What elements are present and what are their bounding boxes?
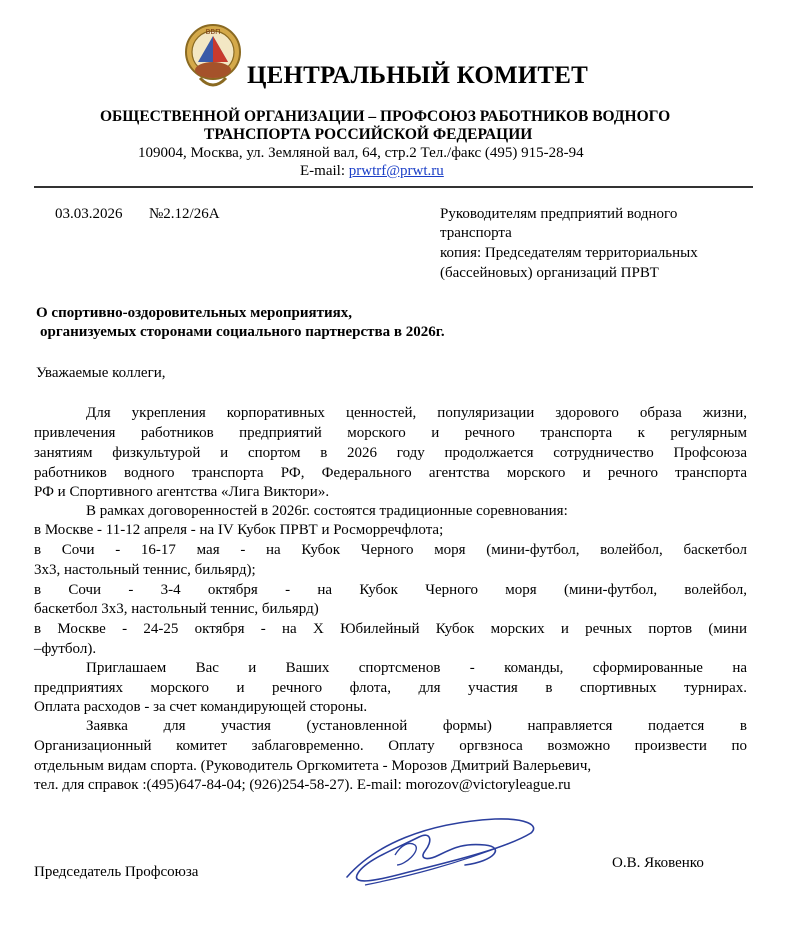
event-line: в Москве - 24-25 октября - на Х Юбилейный Кубок морских и речных портов (мини — [34, 621, 747, 637]
body-p1-line: работников водного транспорта РФ, Федерального агентства морского и речного транспорта — [34, 465, 747, 481]
signature-name: О.В. Яковенко — [612, 855, 704, 871]
header-address: 109004, Москва, ул. Земляной вал, 64, стр.2 Тел./факс (495) 915-28-94 — [138, 145, 584, 161]
event-line: 3х3, настольный теннис, бильярд); — [34, 562, 256, 578]
header-org-line2: ТРАНСПОРТА РОССИЙСКОЙ ФЕДЕРАЦИИ — [204, 126, 533, 143]
document-number: №2.12/26А — [149, 206, 220, 222]
subject-line2: организуемых сторонами социального партнерства в 2026г. — [40, 324, 445, 340]
handwritten-signature-icon — [335, 815, 545, 895]
subject-line1: О спортивно-оздоровительных мероприятиях, — [36, 305, 352, 321]
addressee-line3: копия: Председателям территориальных — [440, 245, 698, 261]
addressee-line2: транспорта — [440, 225, 512, 241]
union-emblem-icon — [180, 22, 246, 94]
document-date: 03.03.2026 — [55, 206, 123, 222]
email-link[interactable]: prwtrf@prwt.ru — [348, 163, 444, 179]
header-title: ЦЕНТРАЛЬНЫЙ КОМИТЕТ — [247, 62, 589, 89]
event-line: в Сочи - 16-17 мая - на Кубок Черного моря (мини-футбол, волейбол, баскетбол — [34, 542, 747, 558]
body-p1-line: занятиям физкультурой и спортом в 2026 году продолжается сотрудничество Профсоюза — [34, 445, 747, 461]
body-p1-line: привлечения работников предприятий морского и речного транспорта к регулярным — [34, 425, 747, 441]
event-line: баскетбол 3х3, настольный теннис, бильярд) — [34, 601, 319, 617]
event-line: –футбол). — [34, 641, 97, 657]
body-p1-line: РФ и Спортивного агентства «Лига Виктори». — [34, 484, 330, 500]
header-org-line1: ОБЩЕСТВЕННОЙ ОРГАНИЗАЦИИ – ПРОФСОЮЗ РАБОТНИКОВ ВОДНОГО — [100, 108, 671, 125]
body-p1-line: Для укрепления корпоративных ценностей, популяризации здорового образа жизни, — [86, 405, 747, 421]
body-p3-line: предприятиях морского и речного флота, для участия в спортивных турнирах. — [34, 680, 747, 696]
greeting: Уважаемые коллеги, — [36, 365, 166, 381]
body-p4-line: Заявка для участия (установленной формы) направляется подается в — [86, 718, 747, 734]
email-label: E-mail: — [300, 163, 345, 179]
event-line: в Москве - 11-12 апреля - на IV Кубок ПРВТ и Росморречфлота; — [34, 522, 444, 538]
svg-text:ВВП: ВВП — [205, 28, 221, 36]
header-divider — [34, 186, 753, 188]
body-p3-line: Приглашаем Вас и Ваших спортсменов - команды, сформированные на — [86, 660, 747, 676]
addressee-line4: (бассейновых) организаций ПРВТ — [440, 265, 659, 281]
body-p4-line: отдельным видам спорта. (Руководитель Оргкомитета - Морозов Дмитрий Валерьевич, — [34, 758, 592, 774]
body-p4-line: Организационный комитет заблаговременно. Оплату оргвзноса возможно произвести по — [34, 738, 747, 754]
signature-position: Председатель Профсоюза — [34, 864, 199, 880]
event-line: в Сочи - 3-4 октября - на Кубок Черного моря (мини-футбол, волейбол, — [34, 582, 747, 598]
header-email-line — [300, 163, 444, 180]
addressee-line1: Руководителям предприятий водного — [440, 206, 678, 222]
body-p3-line: Оплата расходов - за счет командирующей стороны. — [34, 699, 368, 715]
body-p4-line: тел. для справок :(495)647-84-04; (926)254-58-27). E-mail: morozov@victoryleague.ru — [34, 777, 571, 793]
body-p2-intro: В рамках договоренностей в 2026г. состоятся традиционные соревнования: — [86, 503, 568, 519]
